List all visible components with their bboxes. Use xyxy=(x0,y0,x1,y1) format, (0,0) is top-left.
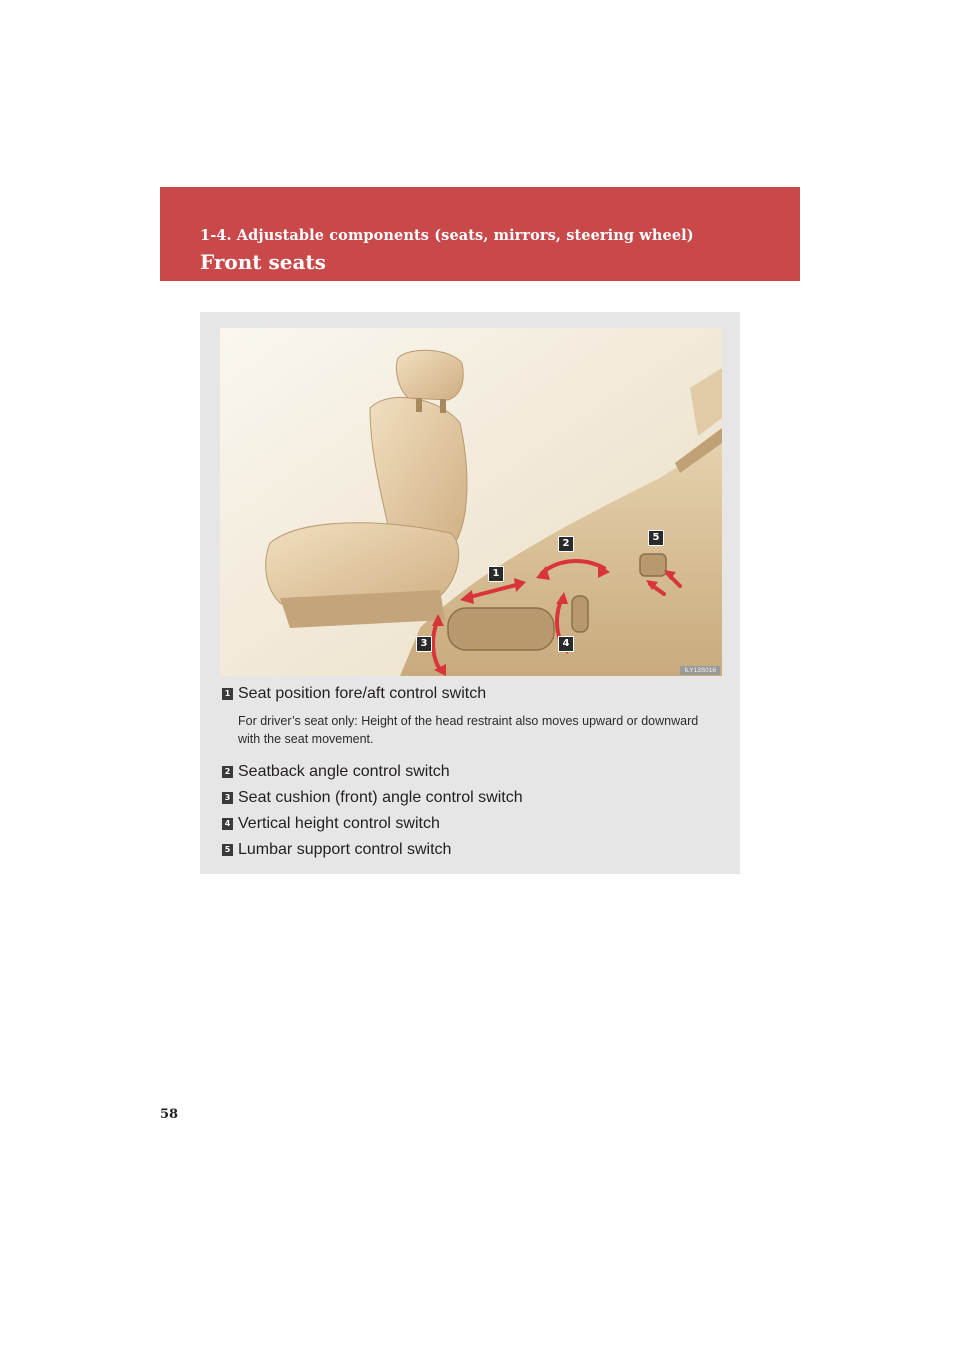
list-item xyxy=(222,788,722,808)
legend-marker: 2 xyxy=(222,766,233,778)
legend-label: Vertical height control switch xyxy=(238,815,440,832)
legend-marker: 5 xyxy=(222,844,233,856)
legend-label: Seat position fore/aft control switch xyxy=(238,685,487,702)
legend-marker: 3 xyxy=(222,792,233,804)
callout-1: 1 xyxy=(488,566,504,582)
legend-label: Lumbar support control switch xyxy=(238,841,452,858)
legend-label: Seatback angle control switch xyxy=(238,763,450,780)
list-item xyxy=(222,840,722,860)
page-title: Front seats xyxy=(200,250,326,274)
callout-4: 4 xyxy=(558,636,574,652)
callout-3: 3 xyxy=(416,636,432,652)
legend-list xyxy=(222,684,722,866)
figure-code: ILY13S016 xyxy=(680,666,720,675)
seat-illustration xyxy=(220,328,722,676)
section-label: 1-4. Adjustable components (seats, mirrors, steering wheel) xyxy=(200,227,694,244)
callout-2: 2 xyxy=(558,536,574,552)
legend-label: Seat cushion (front) angle control switch xyxy=(238,789,523,806)
list-item xyxy=(222,814,722,834)
content-panel xyxy=(200,312,740,874)
list-item xyxy=(222,762,722,782)
callout-5: 5 xyxy=(648,530,664,546)
legend-marker: 4 xyxy=(222,818,233,830)
legend-note: For driver’s seat only: Height of the head restraint also moves upward or downward with the seat movement. xyxy=(238,714,699,746)
seat-drawing xyxy=(220,328,722,676)
page-number: 58 xyxy=(160,1107,179,1122)
section-header xyxy=(160,187,800,281)
legend-marker: 1 xyxy=(222,688,233,700)
list-item xyxy=(222,684,722,748)
